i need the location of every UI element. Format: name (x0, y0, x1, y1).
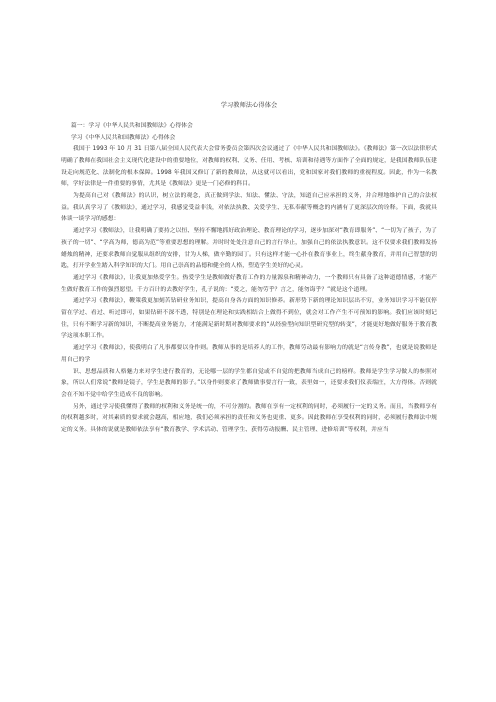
paragraph: 我国于 1993 年 10 月 31 日第八届全国人民代表大会常务委员会第四次会议通过了《中华人民共和国教师法》。《教师法》第一次以法律形式明确了教师在我国社会主义现代化建设中的重要地位，对教师的权利、义务、任用、考核、培训和待遇等方面作了全面的规定，是我国教师队伍建设走向规范化、法制化的根本保障。1998 年我国又修订了新的教师法，从这就可以看出，党和国家对我们教师的重视程度。因此，作为一名教师，学好法律是一件重要的事情，尤其是《教师法》更是一门必修的科目。 (61, 146, 437, 188)
paragraph: 通过学习《教师法》，鞭策我更加刻苦钻研业务知识，提高自身各方面的知识修养。新形势下新的理论知识层出不穷，业务知识学习不能仅停留在学过、看过、听过即可，如果钻研不深不透，特别是在理论和实践相结合上做得不到位，就会对工作产生不可预知的影响。我们应该时刻记住，只有不断学习新的知识，不断提高业务能力，才能满足新时期对教师要求的“从经验型向知识型研究型的转变”，才能更好地做好服务于教育教学这项本职工作。 (61, 298, 437, 340)
document-title: 学习教师法心得体会 (220, 102, 278, 109)
paragraph: 通过学习《教师法》，让我明确了要持之以恒、坚持不懈地抓好政治理论、教育理论的学习，逐步加深对“教育即服务”、“一切为了孩子，为了孩子的一切”、“学高为师，德高为范”等重要思想的理解。并时时处处注意自己的言行举止，加强自己的依法执教意识。这不仅要求我们教师发扬蜡烛的精神，还要求教师自觉服从组织的安排，甘为人梯，做辛勤的园丁。只有这样才能一心扑在教育事业上，终生献身教育，并用自己智慧的钥匙，打开学业生踏入科学知识的大门。用自己崇高的品德和健全的人格，塑造学生美好的心灵。 (61, 228, 437, 270)
paragraph: 通过学习《教师法》，使我明白了凡事都要以身作则。教师从事的是培养人的工作，教师劳动最有影响力的就是“言传身教”，也就是说教师是用自己的学 (61, 345, 437, 363)
paragraph: 识、思想品质和人格魅力来对学生进行教育的，无论哪一层的学生都自觉或不自觉的把教师当成自己的榜样。教师是学生学习做人的参照对象，所以人们常说“教师是镜子，学生是教师的影子。”以身作则要求了教师做事要言行一致，表里如一，还要求我们仪表端庄，大方得体。否则就会在不知不觉中给学生造成不良的影响。 (61, 368, 437, 398)
paragraph: 另外，通过学习使我懂得了教师的权利和义务是统一的，不可分割的。教师在享有一定权利的同时，必须履行一定的义务。而且，当教师享有的权利越多时，对其素质的要求就会越高，相应地，我们必须承担的责任和义务也更重、更多。因此教师在享受权利的同时，必须履行教师法中规定的义务。具体的说就是教师依法享有“教育教学、学术活动、管理学生、获得劳动报酬、民主管理、进修培训”等权利，并应当 (61, 403, 437, 434)
paragraph: 为提高自己对《教师法》的认识，树立法的观念，真正做到学法、知法、懂法、守法，知道自己应承担的义务，并合理地维护自己的合法权益。我认真学习了《教师法》，通过学习，我感觉受益非浅，对依法执教、关爱学生、无私奉献等概念的内涵有了更深层次的诠释。下面，我就具体谈一谈学习的感想： (61, 193, 437, 223)
paragraph: 通过学习《教师法》，让我更加热爱学生。热爱学生是教师做好教育工作的力量源泉和精神动力，一个教师只有具备了这种道德情感，才能产生做好教育工作的强烈愿望。千方百计的去教好学生，孔子说的：“爱之，能勿劳乎？言之，能勿诲乎？”就是这个道理。 (61, 274, 437, 293)
sub-heading: 学习《中华人民共和国教师法》心得体会 (71, 134, 176, 141)
document-body (61, 101, 437, 437)
section-heading: 篇一：学习《中华人民共和国教师法》心得体会 (71, 123, 193, 129)
